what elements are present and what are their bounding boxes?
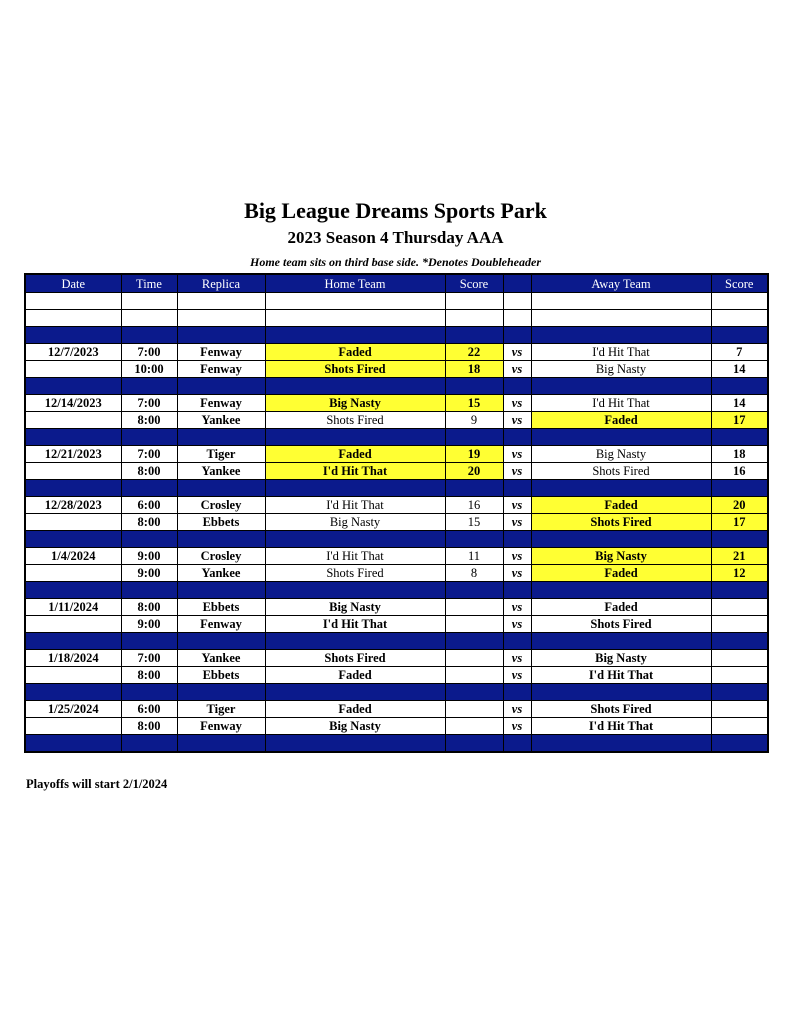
game-date: 12/14/2023	[25, 395, 121, 412]
game-row	[25, 548, 768, 565]
game-time: 8:00	[121, 667, 177, 684]
game-time: 7:00	[121, 446, 177, 463]
home-team: Faded	[265, 667, 445, 684]
away-score: 14	[711, 395, 768, 412]
week-separator	[25, 582, 768, 599]
game-row	[25, 497, 768, 514]
game-replica: Ebbets	[177, 599, 265, 616]
away-score	[711, 701, 768, 718]
away-score	[711, 650, 768, 667]
header-away-score: Score	[711, 274, 768, 293]
game-time: 8:00	[121, 718, 177, 735]
game-replica: Tiger	[177, 701, 265, 718]
home-score: 11	[445, 548, 503, 565]
away-score: 17	[711, 412, 768, 429]
home-score: 20	[445, 463, 503, 480]
header-home-score: Score	[445, 274, 503, 293]
away-score	[711, 718, 768, 735]
game-date: 1/4/2024	[25, 548, 121, 565]
vs-label: vs	[503, 463, 531, 480]
game-time: 7:00	[121, 650, 177, 667]
week-separator	[25, 378, 768, 395]
home-score: 15	[445, 395, 503, 412]
home-score	[445, 599, 503, 616]
week-separator	[25, 480, 768, 497]
home-team: Faded	[265, 446, 445, 463]
home-score: 22	[445, 344, 503, 361]
away-score: 16	[711, 463, 768, 480]
game-time: 6:00	[121, 701, 177, 718]
home-score: 9	[445, 412, 503, 429]
game-row	[25, 463, 768, 480]
away-score	[711, 599, 768, 616]
home-score	[445, 718, 503, 735]
home-team: Big Nasty	[265, 718, 445, 735]
away-score: 14	[711, 361, 768, 378]
game-row	[25, 667, 768, 684]
week-separator	[25, 633, 768, 650]
week-separator	[25, 327, 768, 344]
game-row	[25, 650, 768, 667]
away-team: Faded	[531, 497, 711, 514]
game-row	[25, 361, 768, 378]
away-score: 17	[711, 514, 768, 531]
home-team: Big Nasty	[265, 395, 445, 412]
game-time: 8:00	[121, 514, 177, 531]
game-date	[25, 463, 121, 480]
game-date: 12/7/2023	[25, 344, 121, 361]
game-row	[25, 395, 768, 412]
game-time: 10:00	[121, 361, 177, 378]
home-team: I'd Hit That	[265, 616, 445, 633]
playoffs-note: Playoffs will start 2/1/2024	[26, 777, 168, 791]
vs-label: vs	[503, 565, 531, 582]
vs-label: vs	[503, 446, 531, 463]
vs-label: vs	[503, 701, 531, 718]
game-date: 12/21/2023	[25, 446, 121, 463]
vs-label: vs	[503, 548, 531, 565]
away-team: I'd Hit That	[531, 344, 711, 361]
home-score	[445, 650, 503, 667]
game-replica: Fenway	[177, 616, 265, 633]
blank-row	[25, 310, 768, 327]
vs-label: vs	[503, 497, 531, 514]
game-replica: Yankee	[177, 565, 265, 582]
game-date	[25, 361, 121, 378]
game-row	[25, 446, 768, 463]
game-replica: Yankee	[177, 650, 265, 667]
home-team: Faded	[265, 344, 445, 361]
game-time: 7:00	[121, 395, 177, 412]
game-replica: Crosley	[177, 497, 265, 514]
vs-label: vs	[503, 718, 531, 735]
game-row	[25, 616, 768, 633]
away-team: Big Nasty	[531, 361, 711, 378]
game-row	[25, 565, 768, 582]
home-team: I'd Hit That	[265, 548, 445, 565]
game-date	[25, 667, 121, 684]
away-score: 18	[711, 446, 768, 463]
game-date: 1/25/2024	[25, 701, 121, 718]
away-score: 7	[711, 344, 768, 361]
away-team: I'd Hit That	[531, 395, 711, 412]
vs-label: vs	[503, 395, 531, 412]
away-score: 12	[711, 565, 768, 582]
schedule-body	[25, 293, 768, 753]
vs-label: vs	[503, 344, 531, 361]
game-replica: Ebbets	[177, 514, 265, 531]
home-score	[445, 667, 503, 684]
home-team: Shots Fired	[265, 361, 445, 378]
game-row	[25, 344, 768, 361]
game-replica: Fenway	[177, 344, 265, 361]
game-date	[25, 616, 121, 633]
week-separator	[25, 531, 768, 548]
home-score: 15	[445, 514, 503, 531]
header-vs	[503, 274, 531, 293]
page-title: Big League Dreams Sports Park	[244, 198, 547, 223]
away-score	[711, 667, 768, 684]
home-team: Big Nasty	[265, 599, 445, 616]
game-date	[25, 514, 121, 531]
header-date: Date	[25, 274, 121, 293]
game-time: 9:00	[121, 565, 177, 582]
game-time: 9:00	[121, 616, 177, 633]
game-replica: Fenway	[177, 395, 265, 412]
game-replica: Tiger	[177, 446, 265, 463]
home-team: I'd Hit That	[265, 463, 445, 480]
home-score: 8	[445, 565, 503, 582]
home-team: Shots Fired	[265, 412, 445, 429]
page-subtitle: 2023 Season 4 Thursday AAA	[287, 228, 504, 247]
away-team: Shots Fired	[531, 701, 711, 718]
game-replica: Fenway	[177, 718, 265, 735]
vs-label: vs	[503, 599, 531, 616]
schedule-table	[24, 273, 769, 753]
game-time: 8:00	[121, 599, 177, 616]
vs-label: vs	[503, 412, 531, 429]
header-row	[25, 274, 768, 293]
away-team: Shots Fired	[531, 463, 711, 480]
home-team: Faded	[265, 701, 445, 718]
vs-label: vs	[503, 361, 531, 378]
away-team: Big Nasty	[531, 548, 711, 565]
away-score: 21	[711, 548, 768, 565]
game-date	[25, 718, 121, 735]
game-time: 8:00	[121, 412, 177, 429]
home-score: 18	[445, 361, 503, 378]
game-date: 1/11/2024	[25, 599, 121, 616]
away-team: Faded	[531, 565, 711, 582]
blank-row	[25, 293, 768, 310]
game-time: 6:00	[121, 497, 177, 514]
game-replica: Ebbets	[177, 667, 265, 684]
game-row	[25, 599, 768, 616]
game-row	[25, 701, 768, 718]
home-team: I'd Hit That	[265, 497, 445, 514]
doubleheader-note: Home team sits on third base side. *Denotes Doubleheader	[250, 255, 541, 269]
game-replica: Yankee	[177, 412, 265, 429]
game-row	[25, 412, 768, 429]
week-separator	[25, 684, 768, 701]
home-team: Shots Fired	[265, 650, 445, 667]
header-replica: Replica	[177, 274, 265, 293]
home-score	[445, 616, 503, 633]
away-score	[711, 616, 768, 633]
home-score: 16	[445, 497, 503, 514]
week-separator	[25, 735, 768, 753]
away-team: Faded	[531, 412, 711, 429]
game-time: 7:00	[121, 344, 177, 361]
home-team: Big Nasty	[265, 514, 445, 531]
away-team: Big Nasty	[531, 446, 711, 463]
vs-label: vs	[503, 650, 531, 667]
header-away-team: Away Team	[531, 274, 711, 293]
game-time: 8:00	[121, 463, 177, 480]
vs-label: vs	[503, 514, 531, 531]
game-time: 9:00	[121, 548, 177, 565]
game-replica: Yankee	[177, 463, 265, 480]
game-date: 1/18/2024	[25, 650, 121, 667]
away-team: Faded	[531, 599, 711, 616]
away-team: I'd Hit That	[531, 718, 711, 735]
away-team: Big Nasty	[531, 650, 711, 667]
header-home-team: Home Team	[265, 274, 445, 293]
week-separator	[25, 429, 768, 446]
away-score: 20	[711, 497, 768, 514]
game-date	[25, 412, 121, 429]
game-replica: Fenway	[177, 361, 265, 378]
away-team: Shots Fired	[531, 514, 711, 531]
home-team: Shots Fired	[265, 565, 445, 582]
vs-label: vs	[503, 667, 531, 684]
vs-label: vs	[503, 616, 531, 633]
away-team: I'd Hit That	[531, 667, 711, 684]
game-date: 12/28/2023	[25, 497, 121, 514]
game-date	[25, 565, 121, 582]
home-score: 19	[445, 446, 503, 463]
away-team: Shots Fired	[531, 616, 711, 633]
game-replica: Crosley	[177, 548, 265, 565]
game-row	[25, 514, 768, 531]
header-time: Time	[121, 274, 177, 293]
game-row	[25, 718, 768, 735]
home-score	[445, 701, 503, 718]
